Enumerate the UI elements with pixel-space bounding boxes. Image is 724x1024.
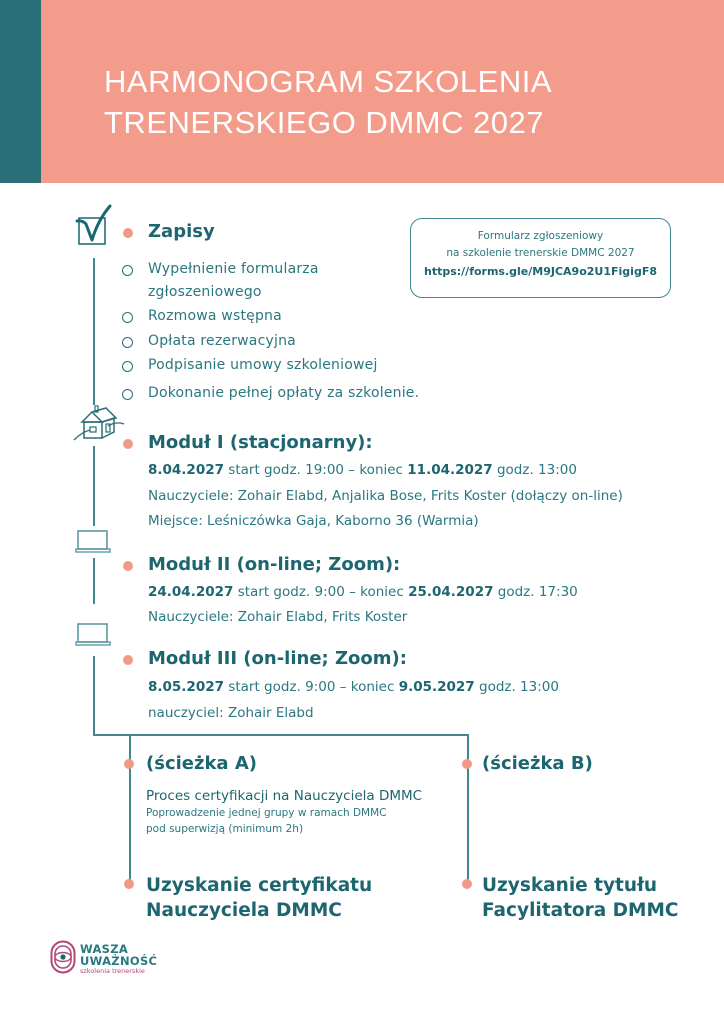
registration-step: Rozmowa wstępna — [148, 308, 282, 324]
page-title — [104, 61, 552, 143]
path-a-desc1: Poprowadzenie jednej grupy w ramach DMMC — [146, 807, 387, 819]
timeline-line — [93, 446, 95, 526]
house-icon — [72, 404, 126, 442]
path-b-result-line1: Uzyskanie tytułu — [482, 875, 658, 896]
branch-line — [93, 734, 468, 736]
bullet-dot — [123, 655, 133, 665]
module-teachers: Nauczyciele: Zohair Elabd, Anjalika Bose, Frits Koster (dołączy on-line) — [148, 488, 623, 504]
logo-text — [80, 943, 157, 975]
path-a-subtitle: Proces certyfikacji na Nauczyciela DMMC — [146, 788, 423, 804]
module-dates — [148, 584, 578, 600]
step-ring-icon — [122, 337, 133, 348]
form-box-line1: Formularz zgłoszeniowy — [477, 230, 604, 242]
module-teachers: nauczyciel: Zohair Elabd — [148, 705, 314, 721]
form-link[interactable]: https://forms.gle/M9JCA9o2U1FigigF8 — [424, 265, 657, 278]
path-a-desc2: pod superwizją (minimum 2h) — [146, 823, 304, 835]
path-a-title: (ścieżka A) — [146, 753, 258, 774]
start-text: start godz. 9:00 – koniec — [224, 679, 399, 695]
registration-title: Zapisy — [148, 221, 215, 242]
eye-logo-icon — [50, 940, 76, 974]
logo-line2: UWAŻNOŚĆ — [80, 954, 158, 968]
bullet-dot — [124, 759, 134, 769]
path-a-line — [129, 734, 131, 884]
bullet-dot — [123, 439, 133, 449]
bullet-dot — [123, 228, 133, 238]
end-text: godz. 13:00 — [492, 462, 577, 478]
path-b-result — [482, 873, 678, 923]
end-date: 11.04.2027 — [407, 462, 493, 478]
end-date: 9.05.2027 — [398, 679, 475, 695]
timeline-line — [93, 656, 95, 735]
step-ring-icon — [122, 265, 133, 276]
logo-line1: WASZA — [80, 942, 129, 956]
registration-step: Dokonanie pełnej opłaty za szkolenie. — [148, 385, 420, 401]
start-date: 8.04.2027 — [148, 462, 225, 478]
module-title: Moduł III (on-line; Zoom): — [148, 648, 407, 669]
module-title: Moduł I (stacjonarny): — [148, 432, 373, 453]
page-title-line2: TRENERSKIEGO DMMC 2027 — [104, 105, 544, 140]
step-ring-icon — [122, 312, 133, 323]
end-date: 25.04.2027 — [408, 584, 494, 600]
step-ring-icon — [122, 389, 133, 400]
path-a-result-line1: Uzyskanie certyfikatu — [146, 875, 373, 896]
timeline-line — [93, 258, 95, 405]
laptop-icon — [75, 623, 111, 647]
registration-form-box — [410, 218, 671, 298]
timeline-line — [93, 558, 95, 604]
bullet-dot — [462, 759, 472, 769]
start-date: 24.04.2027 — [148, 584, 234, 600]
page-title-line1: HARMONOGRAM SZKOLENIA — [104, 64, 552, 99]
start-date: 8.05.2027 — [148, 679, 225, 695]
module-dates — [148, 462, 577, 478]
logo-line3: szkolenia trenerskie — [80, 967, 145, 975]
header-accent-strip — [0, 0, 41, 183]
registration-step: Wypełnienie formularza — [148, 261, 319, 277]
step-ring-icon — [122, 361, 133, 372]
end-text: godz. 17:30 — [493, 584, 578, 600]
path-a-result — [146, 873, 372, 923]
laptop-icon — [75, 530, 111, 554]
bullet-dot — [124, 879, 134, 889]
path-b-line — [467, 734, 469, 884]
path-a-result-line2: Nauczyciela DMMC — [146, 900, 342, 921]
module-teachers: Nauczyciele: Zohair Elabd, Frits Koster — [148, 609, 408, 625]
bullet-dot — [123, 561, 133, 571]
form-box-line2: na szkolenie trenerskie DMMC 2027 — [446, 247, 635, 259]
bullet-dot — [462, 879, 472, 889]
module-place: Miejsce: Leśniczówka Gaja, Kaborno 36 (Warmia) — [148, 513, 479, 529]
registration-step: Opłata rezerwacyjna — [148, 333, 296, 349]
module-title: Moduł II (on-line; Zoom): — [148, 554, 401, 575]
path-b-result-line2: Facylitatora DMMC — [482, 900, 679, 921]
registration-step-cont: zgłoszeniowego — [148, 284, 262, 300]
end-text: godz. 13:00 — [474, 679, 559, 695]
checkbox-check-icon — [74, 204, 114, 246]
start-text: start godz. 19:00 – koniec — [224, 462, 408, 478]
path-b-title: (ścieżka B) — [482, 753, 593, 774]
registration-step: Podpisanie umowy szkoleniowej — [148, 357, 378, 373]
module-dates — [148, 679, 559, 695]
start-text: start godz. 9:00 – koniec — [233, 584, 409, 600]
